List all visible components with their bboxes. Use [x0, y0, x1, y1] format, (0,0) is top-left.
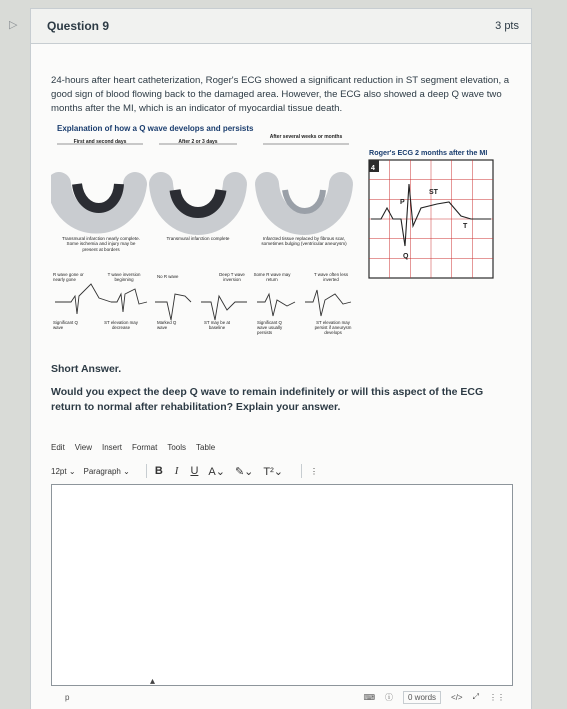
question-header: [9, 9, 531, 44]
text-color-button[interactable]: [208, 465, 225, 478]
block-format-value: Paragraph: [83, 466, 121, 476]
statusbar-right: [363, 691, 511, 704]
accessibility-icon[interactable]: ⓘ: [385, 692, 393, 702]
element-path[interactable]: p: [65, 692, 70, 702]
figure-illustration: [51, 124, 521, 349]
text-color-label: A: [208, 465, 216, 478]
word-count[interactable]: 0 words: [403, 691, 441, 704]
rogers-ecg-strip: [369, 160, 493, 278]
keyboard-icon[interactable]: ⌨: [363, 692, 375, 702]
chevron-down-icon: ⌄: [244, 465, 254, 478]
chevron-down-icon: ⌄: [215, 465, 225, 478]
note-no-r: No R wave: [157, 274, 179, 279]
figure-title: Explanation of how a Q wave develops and persists: [57, 124, 254, 133]
ecg-label-p: P: [400, 199, 405, 206]
quiz-page: [9, 8, 532, 709]
note-some-r: Some R wave may return: [253, 272, 291, 282]
menu-format[interactable]: Format: [132, 443, 158, 452]
note-significant-q: Significant Q wave: [53, 320, 78, 330]
font-size-value: 12pt: [51, 466, 67, 476]
stage-2-label: After 2 or 3 days: [178, 139, 218, 145]
note-marked-q: Marked Q wave: [157, 320, 177, 330]
superscript-button[interactable]: [263, 465, 283, 478]
question-prompt: 24-hours after heart catheterization, Roger's ECG showed a significant reduction in ST segment elevation, a good sign of blood flowing back to the damaged area. However, the ECG also showed a deep Q wave two months after the MI, which is an indicator of myocardial tissue death.: [51, 75, 510, 114]
chevron-down-icon: ⌄: [273, 465, 283, 478]
block-format-select[interactable]: [84, 467, 130, 476]
menu-edit[interactable]: Edit: [51, 443, 65, 452]
note-st-baseline: ST may be at baseline: [203, 320, 231, 330]
html-editor-toggle[interactable]: </>: [451, 692, 463, 702]
menu-tools[interactable]: Tools: [167, 443, 187, 452]
chevron-down-icon: ⌄: [68, 466, 76, 476]
bold-button[interactable]: B: [154, 465, 163, 477]
more-options-icon[interactable]: ⋮: [310, 466, 318, 476]
short-answer-heading: Short Answer.: [51, 363, 122, 375]
tissue-note-2: Transmural infarction complete: [166, 236, 230, 241]
note-q-persists: Significant Q wave usually persists: [257, 320, 283, 335]
note-r-gone: R wave gone or nearly gone: [53, 272, 84, 282]
menu-insert[interactable]: Insert: [102, 443, 123, 452]
superscript-label: T²: [263, 465, 274, 478]
editor-statusbar: [51, 685, 511, 709]
editor-menubar: [51, 443, 511, 452]
italic-button[interactable]: I: [174, 465, 179, 477]
note-st-persist: ST elevation may persist if aneurysm develops: [314, 320, 352, 335]
question-title: Question 9: [47, 19, 110, 33]
ecg-caption: Roger's ECG 2 months after the MI: [369, 148, 488, 157]
note-t-less-inverted: T wave often less inverted: [313, 272, 349, 282]
q-wave-figure: [51, 124, 521, 349]
ecg-number: 4: [371, 165, 375, 172]
resize-handle-icon[interactable]: ⋮⋮: [489, 692, 505, 702]
chevron-down-icon: ⌄: [123, 466, 130, 476]
ecg-label-st: ST: [429, 189, 438, 196]
stage-1-label: First and second days: [73, 139, 127, 145]
underline-button[interactable]: U: [190, 465, 199, 477]
highlight-button[interactable]: [235, 465, 253, 478]
toolbar-divider: [301, 464, 302, 478]
ecg-label-q: Q: [403, 253, 409, 260]
toolbar-divider: [146, 464, 147, 478]
ecg-label-t: T: [463, 223, 468, 230]
question-points: 3 pts: [495, 20, 519, 32]
tissue-note-3: Infarcted tissue replaced by fibrous scar, sometimes bulging (ventricular aneurysm): [261, 236, 347, 247]
tissue-note-1: Transmural infarction nearly complete. Some ischemia and injury may be present at borders: [62, 236, 140, 252]
note-st-may-decrease: ST elevation may decrease: [104, 320, 138, 330]
font-size-select[interactable]: [51, 467, 76, 476]
note-t-inversion-begin: T wave inversion beginning: [107, 272, 141, 282]
menu-view[interactable]: View: [74, 443, 92, 452]
editor-toolbar: [51, 464, 511, 478]
note-deep-t: Deep T wave inversion: [219, 272, 245, 282]
question-body: [31, 74, 531, 478]
stage-3-label: After several weeks or months: [269, 134, 343, 140]
highlighter-icon: ✎: [234, 465, 245, 478]
mouse-cursor-icon: ▴: [150, 676, 156, 687]
bookmark-flag-icon[interactable]: ▷: [9, 19, 18, 31]
answer-editor[interactable]: [51, 484, 513, 686]
fullscreen-icon[interactable]: ⤢: [472, 692, 479, 701]
short-answer-question: Would you expect the deep Q wave to remain indefinitely or will this aspect of the ECG return to normal after rehabilitation? Explain your answer.: [51, 386, 484, 413]
menu-table[interactable]: Table: [196, 443, 216, 452]
